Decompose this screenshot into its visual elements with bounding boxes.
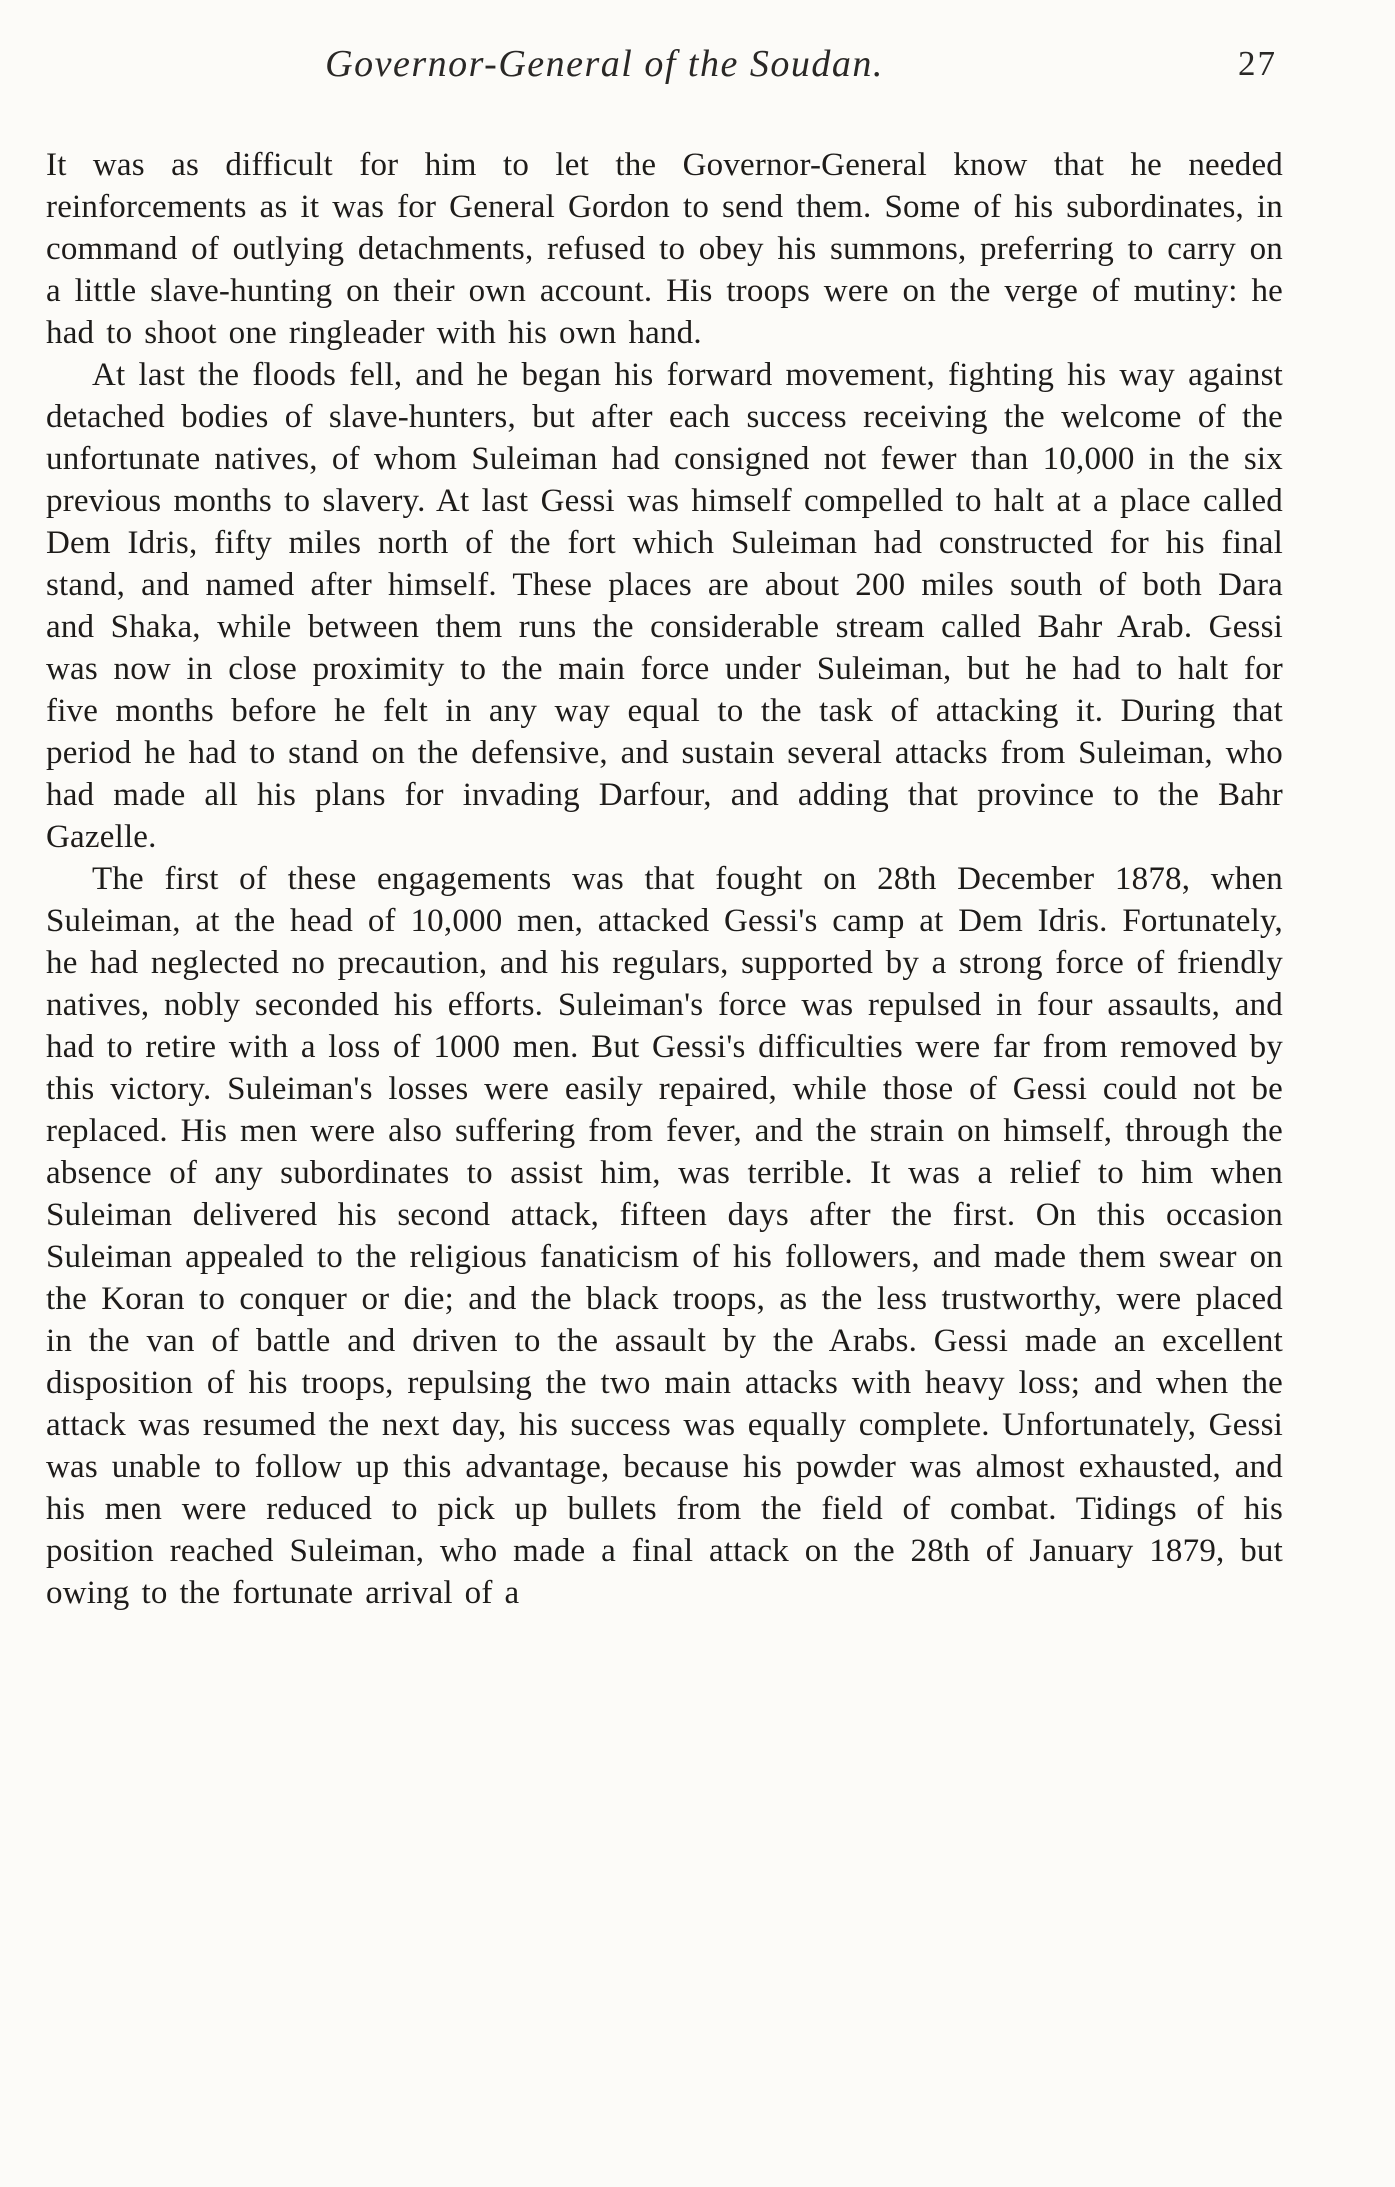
page-number: 27 [1238, 44, 1277, 83]
running-head [46, 42, 1283, 98]
paragraph: It was as difficult for him to let the Governor-General know that he needed reinforcements as it was for General Gordon to send them. Some of his subordinates, in command of outlying detachments, refused to obey his summons, preferring to carry on a little slave-hunting on their own account. His troops were on the verge of mutiny: he had to shoot one ringleader with his own hand. [46, 147, 1283, 351]
paragraph: The first of these engagements was that fought on 28th December 1878, when Suleiman, at the head of 10,000 men, attacked Gessi's camp at Dem Idris. Fortunately, he had neglected no precaution, and his regulars, supported by a strong force of friendly natives, nobly seconded his efforts. Suleiman's force was repulsed in four assaults, and had to retire with a loss of 1000 men. But Gessi's difficulties were far from removed by this victory. Suleiman's losses were easily repaired, while those of Gessi could not be replaced. His men were also suffering from fever, and the strain on himself, through the absence of any subordinates to assist him, was terrible. It was a relief to him when Suleiman delivered his second attack, fifteen days after the first. On this occasion Suleiman appealed to the religious fanaticism of his followers, and made them swear on the Koran to conquer or die; and the black troops, as the less trustworthy, were placed in the van of battle and driven to the assault by the Arabs. Gessi made an excellent disposition of his troops, repulsing the two main attacks with heavy loss; and when the attack was resumed the next day, his success was equally complete. Unfortunately, Gessi was unable to follow up this advantage, because his powder was almost exhausted, and his men were reduced to pick up bullets from the field of combat. Tidings of his position reached Suleiman, who made a final attack on the 28th of January 1879, but owing to the fortunate arrival of a [46, 861, 1283, 1611]
page-header-title: Governor-General of the Soudan. [325, 43, 884, 85]
paragraph: At last the floods fell, and he began his forward movement, fighting his way against detached bodies of slave-hunters, but after each success receiving the welcome of the unfortunate natives, of whom Suleiman had consigned not fewer than 10,000 in the six previous months to slavery. At last Gessi was himself compelled to halt at a place called Dem Idris, fifty miles north of the fort which Suleiman had constructed for his final stand, and named after himself. These places are about 200 miles south of both Dara and Shaka, while between them runs the considerable stream called Bahr Arab. Gessi was now in close proximity to the main force under Suleiman, but he had to halt for five months before he felt in any way equal to the task of attacking it. During that period he had to stand on the defensive, and sustain several attacks from Suleiman, who had made all his plans for invading Darfour, and adding that province to the Bahr Gazelle. [46, 357, 1283, 855]
page-body-text [46, 144, 1283, 1614]
